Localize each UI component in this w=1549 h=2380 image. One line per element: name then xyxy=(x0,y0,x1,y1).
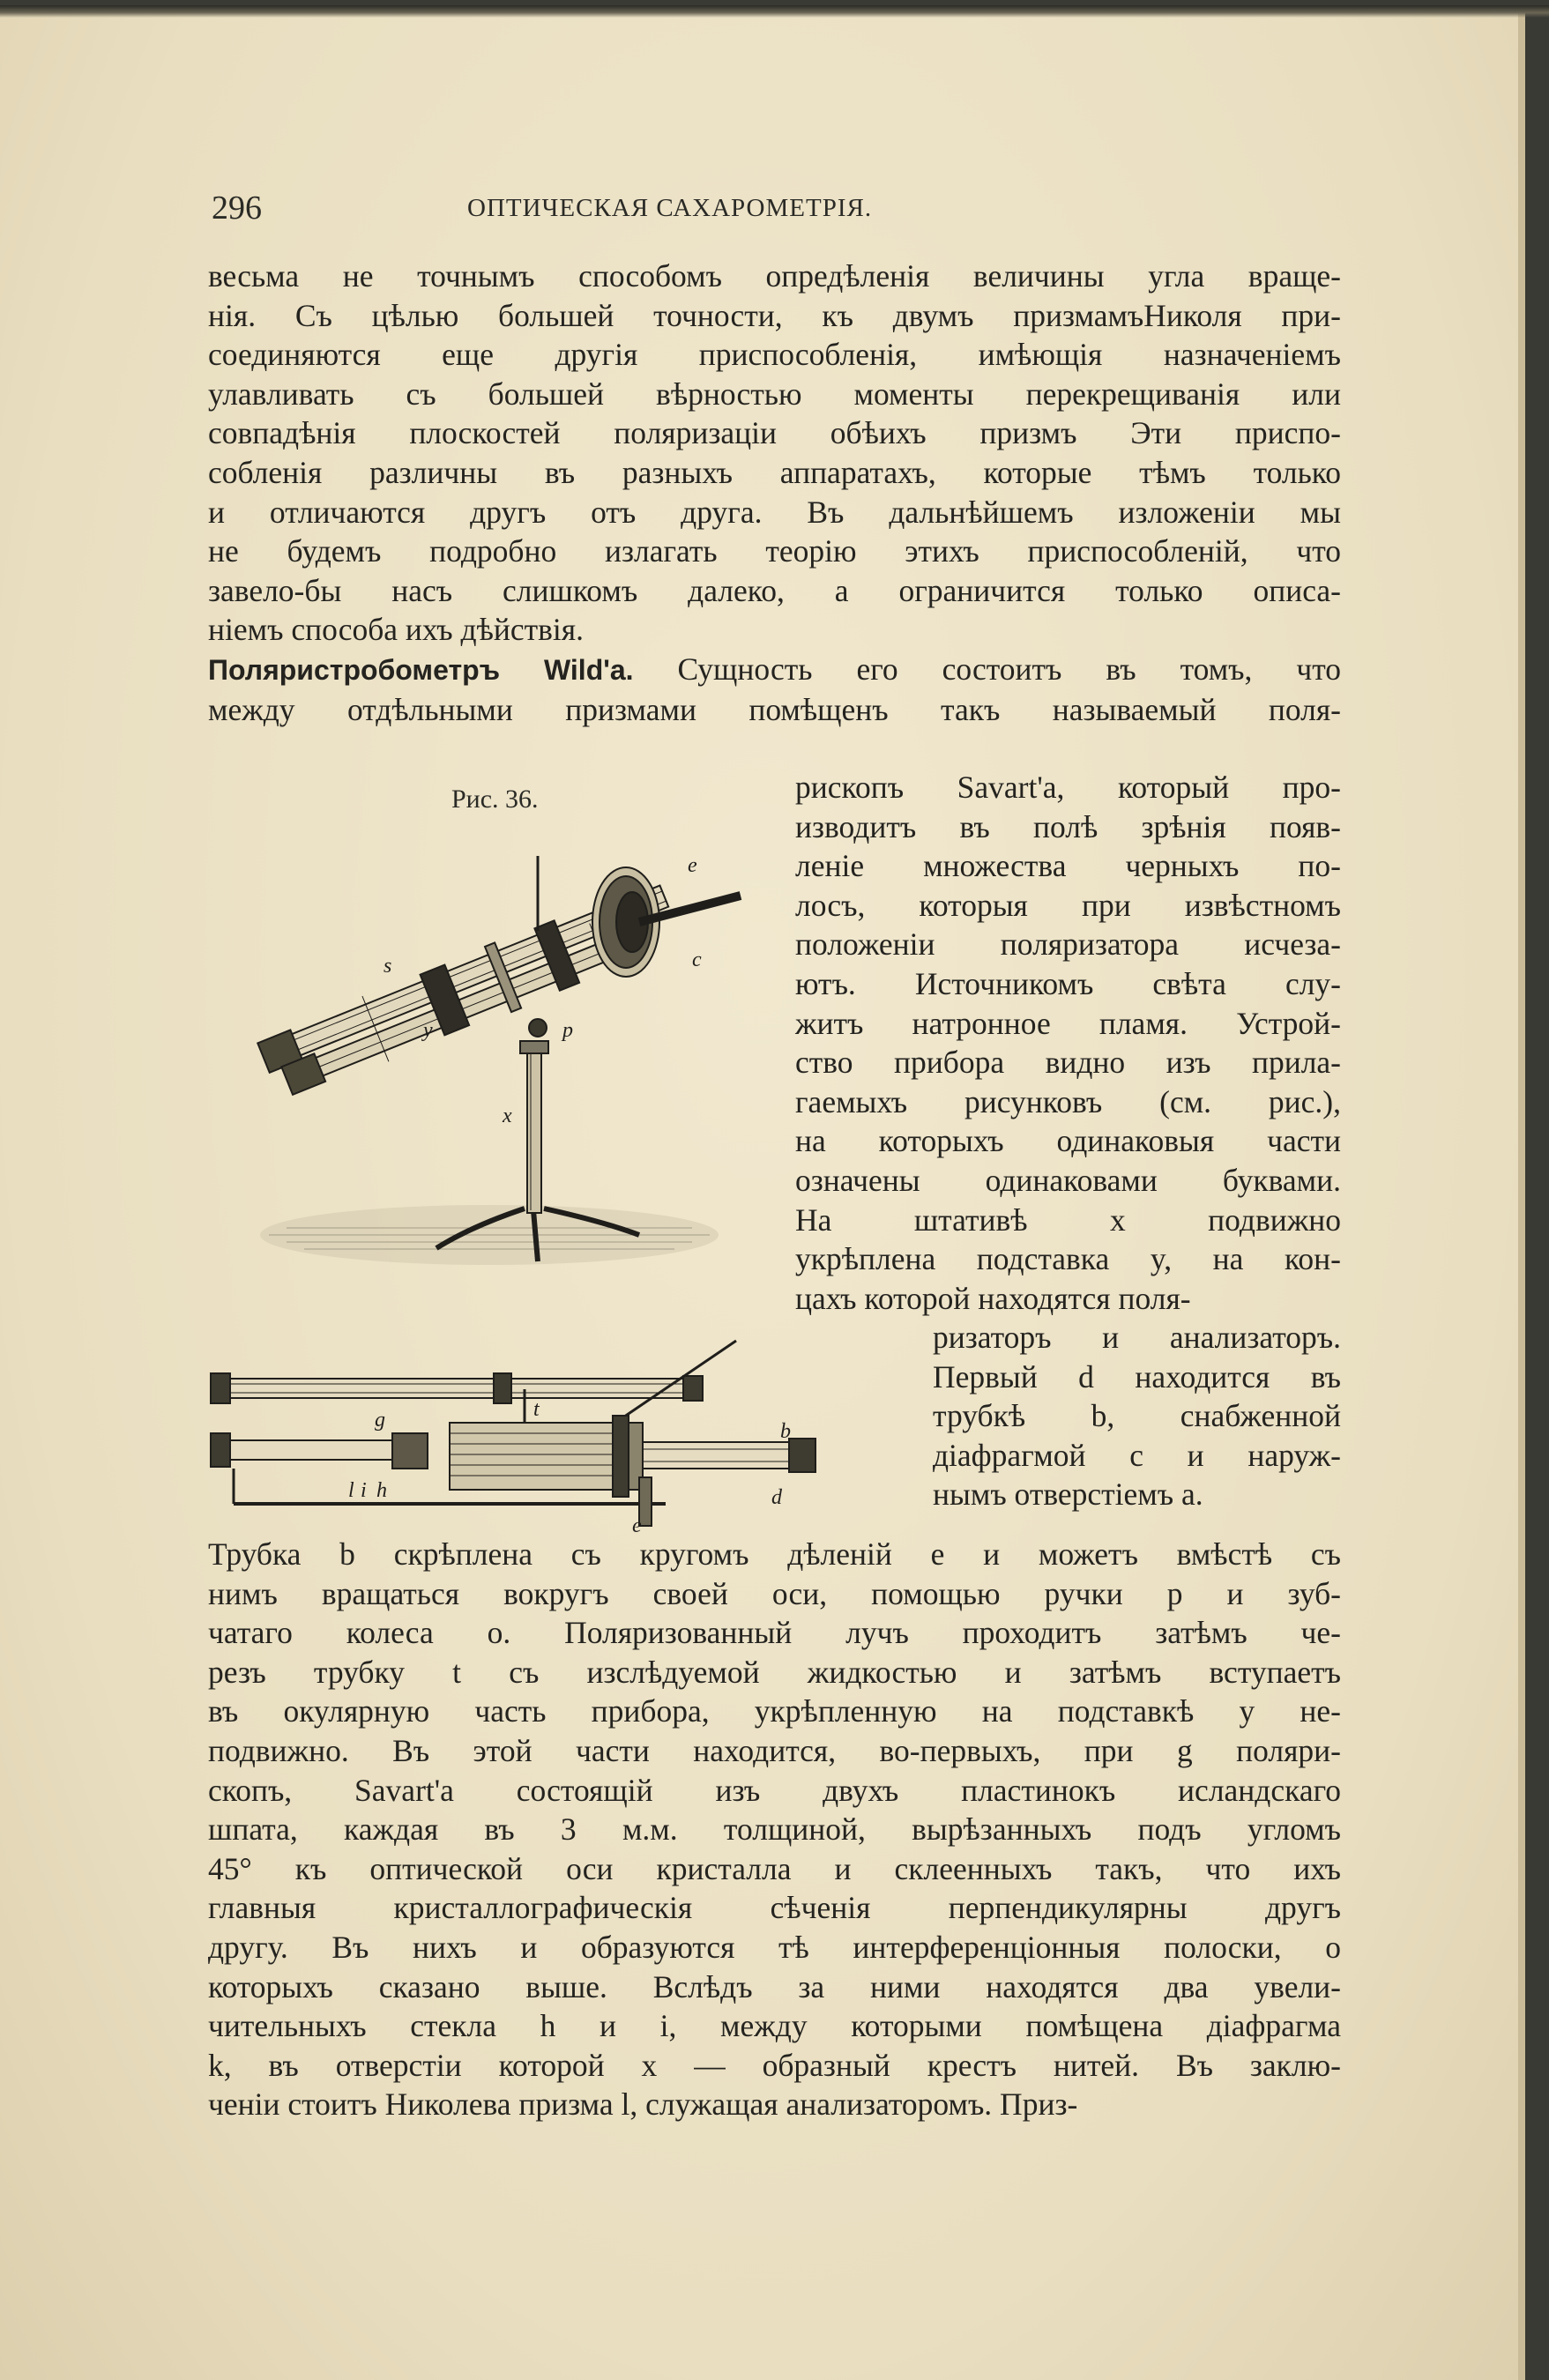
paragraph1-line: ніемъ способа ихъ дѣйствія. xyxy=(208,612,584,648)
narrow-column-text xyxy=(933,1318,1341,1514)
paragraph3-line: шпата, каждая въ 3 м.м. толщиной, вырѣзанныхъ подъ угломъ xyxy=(208,1811,1341,1848)
paragraph1-line: завело-бы насъ слишкомъ далеко, а ограничится только описа- xyxy=(208,572,1341,608)
column_narrow-line: трубкѣ b, снабженной xyxy=(933,1398,1341,1434)
paragraph1-line: совпадѣнія плоскостей поляризаціи обѣихъ призмъ Эти приспо- xyxy=(208,415,1341,451)
figure-letter-d: d xyxy=(771,1486,782,1509)
book-page xyxy=(0,5,1525,2380)
paragraph3-line: k, въ отверстіи которой x — образный крестъ нитей. Въ заклю- xyxy=(208,2047,1341,2083)
scan-top-edge xyxy=(0,5,1549,18)
figure-letter-i: i xyxy=(361,1479,367,1502)
column_narrow-line: Первый d находится въ xyxy=(933,1358,1341,1395)
instrument-drawing-lower xyxy=(207,1328,886,1539)
figure-letter-y: y xyxy=(423,1019,433,1042)
running-title: ОПТИЧЕСКАЯ САХАРОМЕТРІЯ. xyxy=(467,194,873,222)
figure-letter-g: g xyxy=(375,1409,385,1432)
column_narrow-line: діафрагмой c и наруж- xyxy=(933,1437,1341,1473)
figure-polaristrobometer-lower xyxy=(207,1328,886,1539)
column_narrow-line: нымъ отверстіемъ a. xyxy=(933,1476,1203,1513)
figure-letter-e-lower: e xyxy=(632,1514,642,1537)
paragraph1-line: не будемъ подробно излагать теорію этихъ приспособленій, что xyxy=(208,533,1341,569)
column_right-line: гаемыхъ рисунковъ (см. рис.), xyxy=(795,1083,1341,1119)
paragraph3-line: 45° къ оптической оси кристалла и склеенныхъ такъ, что ихъ xyxy=(208,1850,1341,1886)
column_right-line: лосъ, которыя при извѣстномъ xyxy=(795,887,1341,923)
figure-letter-h: h xyxy=(376,1479,387,1502)
column_right-line: означены одинаковами буквами. xyxy=(795,1162,1341,1198)
figure-letter-t: t xyxy=(533,1398,540,1421)
figure-letter-e-upper: e xyxy=(688,854,697,877)
column_right-line: изводитъ въ полѣ зрѣнія появ- xyxy=(795,808,1341,844)
section-heading: Поляристробометръ Wild'a. xyxy=(208,654,634,686)
column_right-line: житъ натронное пламя. Устрой- xyxy=(795,1005,1341,1041)
figure-polaristrobometer-upper xyxy=(234,847,763,1288)
paragraph3-line: въ окулярную часть прибора, укрѣпленную на подставкѣ y не- xyxy=(208,1693,1341,1729)
paragraph3-line: скопъ, Savart'а состоящій изъ двухъ пластинокъ исландскаго xyxy=(208,1772,1341,1808)
figure-letter-l: l xyxy=(348,1479,354,1502)
column_right-line: на которыхъ одинаковыя части xyxy=(795,1123,1341,1159)
paragraph3-line: главныя кристаллографическія сѣченія перпендикулярны другъ xyxy=(208,1890,1341,1926)
paragraph-1 xyxy=(208,257,1341,650)
figure-letter-b: b xyxy=(780,1420,791,1443)
column_right-line: цахъ которой находятся поля- xyxy=(795,1280,1191,1316)
figure-letter-s: s xyxy=(384,955,392,978)
column_right-line: На штативѣ x подвижно xyxy=(795,1201,1341,1238)
paragraph3-line: нимъ вращаться вокругъ своей оси, помощью ручки p и зуб- xyxy=(208,1575,1341,1611)
paragraph1-line: собленія различны въ разныхъ аппаратахъ, которые тѣмъ только xyxy=(208,454,1341,490)
paragraph3-line: подвижно. Въ этой части находится, во-первыхъ, при g поляри- xyxy=(208,1732,1341,1768)
figure-letter-x: x xyxy=(503,1104,512,1127)
paragraph-2-line-1-rest: Сущность его состоитъ въ томъ, что xyxy=(677,651,1342,687)
page-number: 296 xyxy=(212,190,262,227)
paragraph1-line: соединяются еще другія приспособленія, имѣющія назначеніемъ xyxy=(208,337,1341,373)
paragraph3-line: которыхъ сказано выше. Вслѣдъ за ними находятся два увели- xyxy=(208,1968,1341,2004)
paragraph3-line: чительныхъ стекла h и i, между которыми помѣщена діафрагма xyxy=(208,2008,1341,2044)
column_right-line: ство прибора видно изъ прила- xyxy=(795,1045,1341,1081)
column_right-line: рископъ Savart'а, который про- xyxy=(795,770,1341,805)
column_right-line: леніе множества черныхъ по- xyxy=(795,848,1341,884)
paragraph1-line: улавливать съ большей вѣрностью моменты перекрещиванія или xyxy=(208,376,1341,412)
paragraph3-line: Трубка b скрѣплена съ кругомъ дѣленій e и можетъ вмѣстѣ съ xyxy=(208,1536,1341,1572)
paragraph-2-intro xyxy=(208,650,1341,729)
paragraph3-line: другу. Въ нихъ и образуются тѣ интерференціонныя полоски, о xyxy=(208,1929,1341,1965)
paragraph3-line: чатаго колеса o. Поляризованный лучъ проходитъ затѣмъ че- xyxy=(208,1615,1341,1651)
paragraph-2-line-2: между отдѣльными призмами помѣщенъ такъ называемый поля- xyxy=(208,691,1341,727)
column_narrow-line: ризаторъ и анализаторъ. xyxy=(933,1320,1341,1355)
paragraph1-line: весьма не точнымъ способомъ опредѣленія величины угла враще- xyxy=(208,258,1341,294)
page-header xyxy=(212,189,1358,233)
figure-letter-p: p xyxy=(562,1019,573,1042)
figure-label: Рис. 36. xyxy=(451,785,539,814)
paragraph-3 xyxy=(208,1535,1341,2124)
paragraph-2-line-1 xyxy=(208,650,1341,690)
figure-letter-c: c xyxy=(692,948,702,971)
column_right-line: ютъ. Источникомъ свѣта слу- xyxy=(795,965,1341,1001)
right-column-text xyxy=(795,768,1341,1318)
column_right-line: укрѣплена подставка y, на кон- xyxy=(795,1241,1341,1277)
paragraph3-line: ченіи стоитъ Николева призма l, служащая анализаторомъ. Приз- xyxy=(208,2086,1078,2123)
paragraph1-line: и отличаются другъ отъ друга. Въ дальнѣйшемъ изложеніи мы xyxy=(208,494,1341,530)
paragraph3-line: резъ трубку t съ изслѣдуемой жидкостью и затѣмъ вступаетъ xyxy=(208,1654,1341,1690)
column_right-line: положеніи поляризатора исчеза- xyxy=(795,926,1341,963)
paragraph1-line: нія. Съ цѣлью большей точности, къ двумъ призмамъНиколя при- xyxy=(208,297,1341,333)
instrument-drawing-upper xyxy=(234,847,763,1288)
